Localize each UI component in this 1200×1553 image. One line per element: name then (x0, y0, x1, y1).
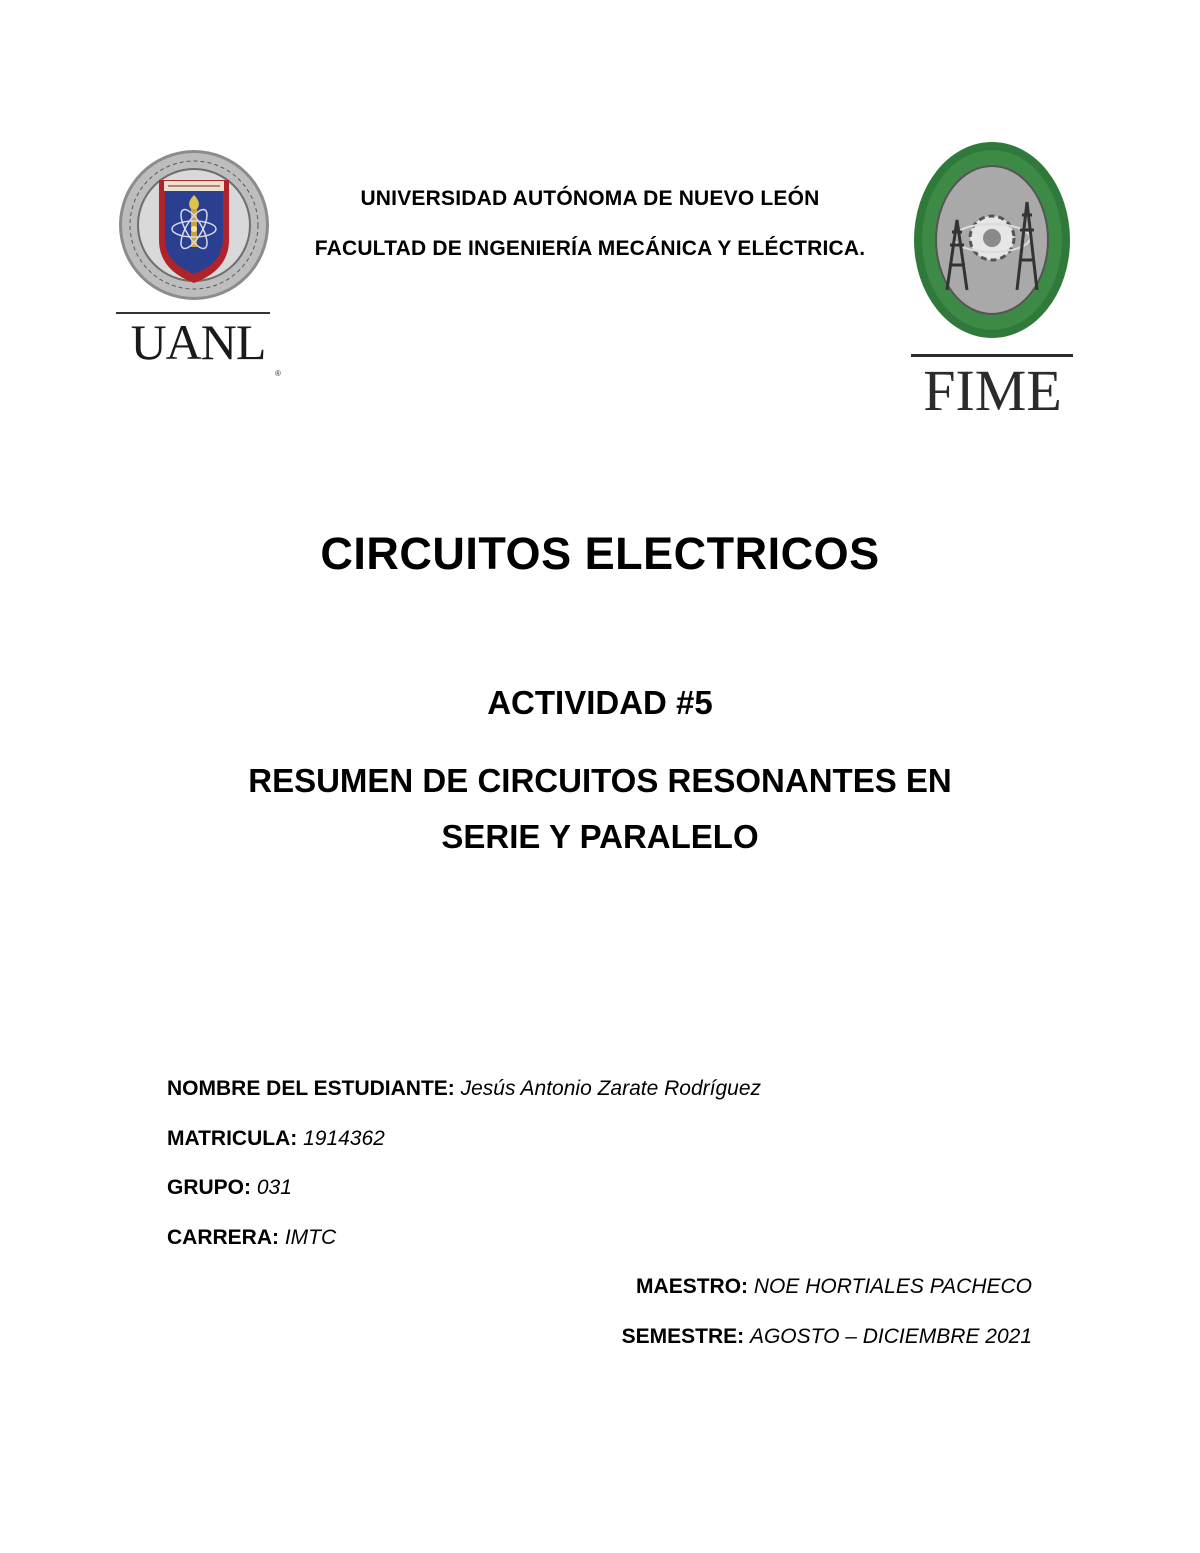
matricula-field (167, 1127, 385, 1151)
document-title: CIRCUITOS ELECTRICOS (320, 528, 880, 579)
matricula-value: 1914362 (303, 1127, 385, 1150)
fime-wordmark: FIME (923, 358, 1062, 423)
fime-seal-icon (905, 140, 1080, 345)
registered-mark: ® (275, 369, 281, 378)
grupo-field (167, 1176, 292, 1200)
grupo-label: GRUPO: (167, 1176, 257, 1199)
fime-rule (911, 354, 1073, 357)
activity-subtitle (150, 753, 1050, 865)
grupo-value: 031 (256, 1176, 292, 1199)
carrera-value: IMTC (284, 1226, 337, 1249)
university-name: UNIVERSIDAD AUTÓNOMA DE NUEVO LEÓN (360, 187, 820, 210)
uanl-wordmark: UANL (130, 314, 266, 370)
student-field (167, 1077, 761, 1101)
faculty-name: FACULTAD DE INGENIERÍA MECÁNICA Y ELÉCTRICA. (314, 237, 866, 260)
carrera-label: CARRERA: (167, 1226, 285, 1249)
maestro-value: NOE HORTIALES PACHECO (753, 1275, 1032, 1298)
uanl-logo (112, 145, 287, 385)
matricula-label: MATRICULA: (167, 1127, 304, 1150)
subtitle-line-1: RESUMEN DE CIRCUITOS RESONANTES EN (248, 762, 952, 799)
semestre-label: SEMESTRE: (621, 1325, 750, 1348)
subtitle-line-2: SERIE Y PARALELO (441, 818, 759, 855)
maestro-field (636, 1275, 1032, 1299)
fime-logo (905, 140, 1080, 425)
student-label: NOMBRE DEL ESTUDIANTE: (167, 1077, 461, 1100)
uanl-seal-icon (112, 145, 272, 310)
carrera-field (167, 1226, 336, 1250)
student-value: Jesús Antonio Zarate Rodríguez (460, 1077, 762, 1100)
maestro-label: MAESTRO: (636, 1275, 754, 1298)
activity-number: ACTIVIDAD #5 (487, 684, 713, 721)
semestre-value: AGOSTO – DICIEMBRE 2021 (749, 1325, 1032, 1348)
semestre-field (622, 1325, 1032, 1349)
